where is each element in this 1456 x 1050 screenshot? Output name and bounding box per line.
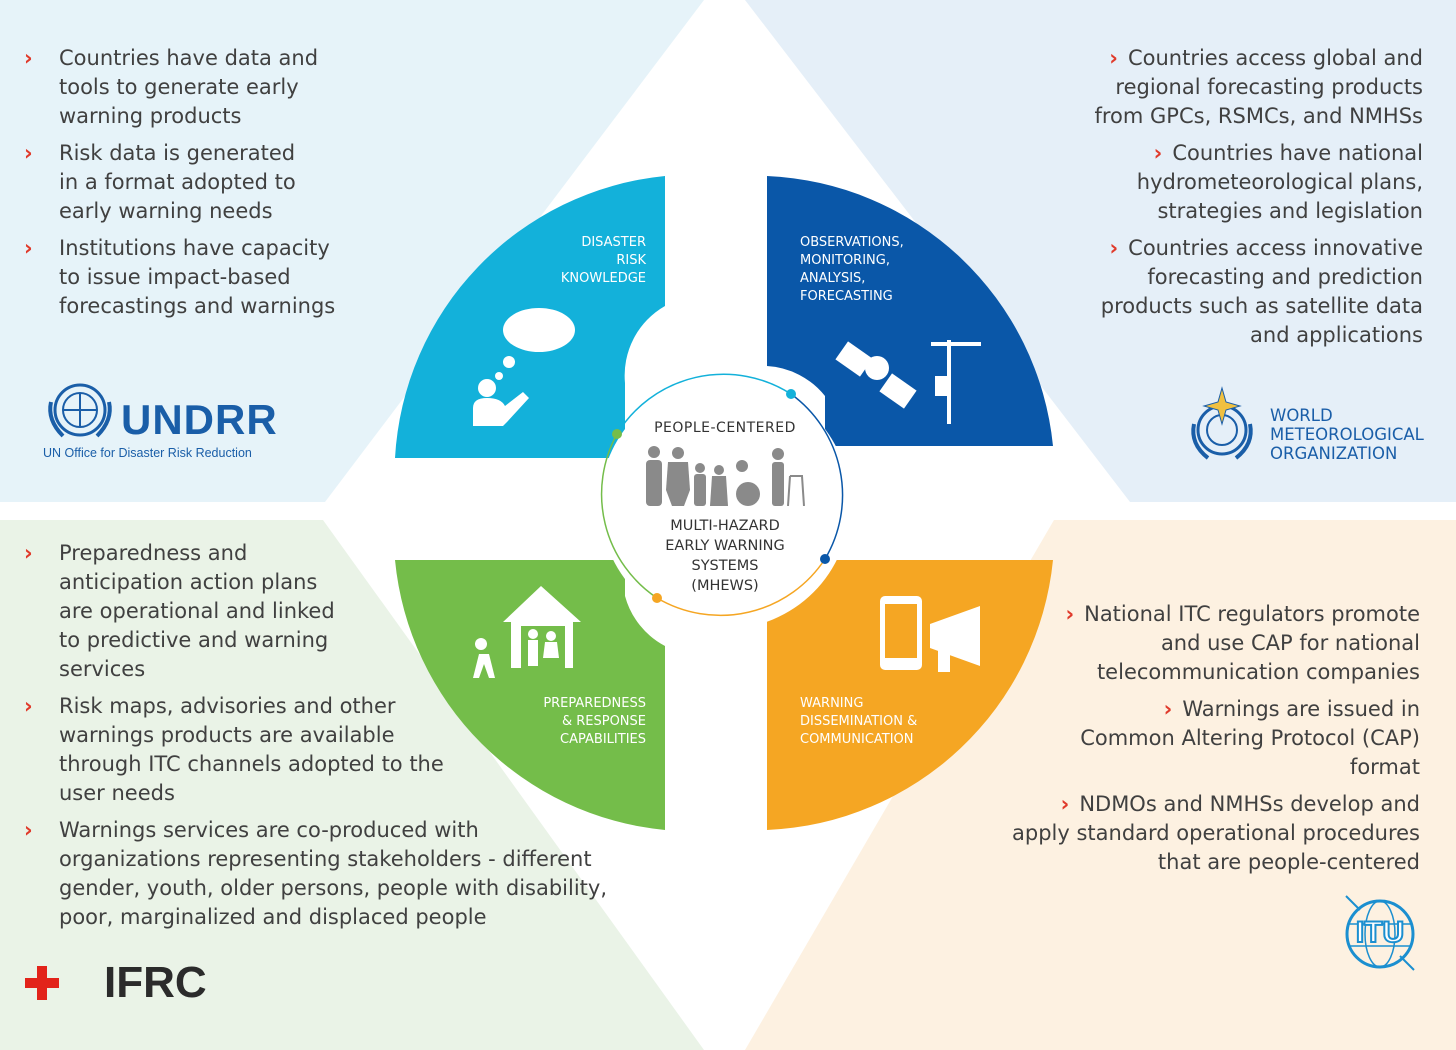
red-cross-crescent-icon [24, 960, 102, 1006]
bullet-item: › Risk data is generated in a format adopted to early warning needs [0, 139, 299, 226]
people-group-icon [640, 446, 806, 506]
undrr-name: UNDRR [121, 396, 278, 443]
center-top-label: PEOPLE-CENTERED [654, 420, 796, 436]
undrr-logo [43, 380, 283, 470]
bullet-item: › Warnings services are co-produced with organizations representing stakeholders - different gender, youth, older persons, people with disability, poor, marginalized and displaced people [0, 816, 619, 932]
itu-name: ITU [1355, 916, 1405, 949]
chevron-right-icon: › [1065, 602, 1075, 626]
itu-logo [1338, 890, 1422, 974]
person-thinking-icon [467, 296, 577, 426]
bullets-bottom-right [1000, 600, 1420, 885]
chevron-right-icon: › [1109, 236, 1119, 260]
label-drk: DISASTER RISK KNOWLEDGE [560, 235, 646, 286]
bullet-item: › Countries access global and regional forecasting products from GPCs, RSMCs, and NMHSs [1094, 46, 1423, 128]
bullet-item: › Risk maps, advisories and other warnings products are available through ITC channels adopted to the user needs [0, 692, 459, 808]
bullets-top-right [1083, 44, 1423, 358]
wmo-line-1: WORLD [1270, 406, 1333, 425]
chevron-right-icon: › [1163, 697, 1173, 721]
bullet-item: › Countries have national hydrometeorological plans, strategies and legislation [1136, 141, 1423, 223]
center-title: MULTI-HAZARD EARLY WARNING SYSTEMS (MHEWS) [665, 518, 785, 594]
chevron-right-icon: › [1153, 141, 1163, 165]
bullet-item: › Preparedness and anticipation action plans are operational and linked to predictive and warning services [0, 539, 349, 684]
label-prc: PREPAREDNESS & RESPONSE CAPABILITIES [543, 696, 646, 747]
bullet-item: › National ITC regulators promote and use CAP for national telecommunication companies [1065, 602, 1420, 684]
wmo-logo [1186, 384, 1436, 468]
label-omaf: OBSERVATIONS, MONITORING, ANALYSIS, FORECASTING [800, 235, 904, 304]
ifrc-logo [24, 958, 244, 1008]
wmo-line-2: METEOROLOGICAL [1270, 425, 1424, 444]
bullet-item: › NDMOs and NMHSs develop and apply standard operational procedures that are people-centered [1012, 792, 1420, 874]
family-house-icon [469, 582, 589, 682]
bullet-item: › Countries have data and tools to generate early warning products [0, 44, 340, 131]
mhews-diagram [395, 176, 1055, 832]
bullets-top-left [0, 44, 340, 329]
un-emblem-icon [43, 380, 117, 442]
label-wdc: WARNING DISSEMINATION & COMMUNICATION [800, 696, 918, 747]
satellite-icon [835, 326, 1005, 426]
wmo-emblem-icon [1186, 384, 1260, 464]
bullet-item: › Institutions have capacity to issue impact-based forecastings and warnings [0, 234, 340, 321]
phone-megaphone-icon [860, 596, 1010, 686]
wmo-line-3: ORGANIZATION [1270, 444, 1398, 463]
ifrc-name: IFRC [104, 958, 207, 1007]
undrr-subtitle: UN Office for Disaster Risk Reduction [43, 446, 252, 460]
bullet-item: › Countries access innovative forecasting and prediction products such as satellite data and applications [1100, 236, 1423, 347]
chevron-right-icon: › [1109, 46, 1118, 70]
chevron-right-icon: › [1060, 792, 1070, 816]
bullet-item: › Warnings are issued in Common Altering Protocol (CAP) format [1080, 697, 1420, 779]
